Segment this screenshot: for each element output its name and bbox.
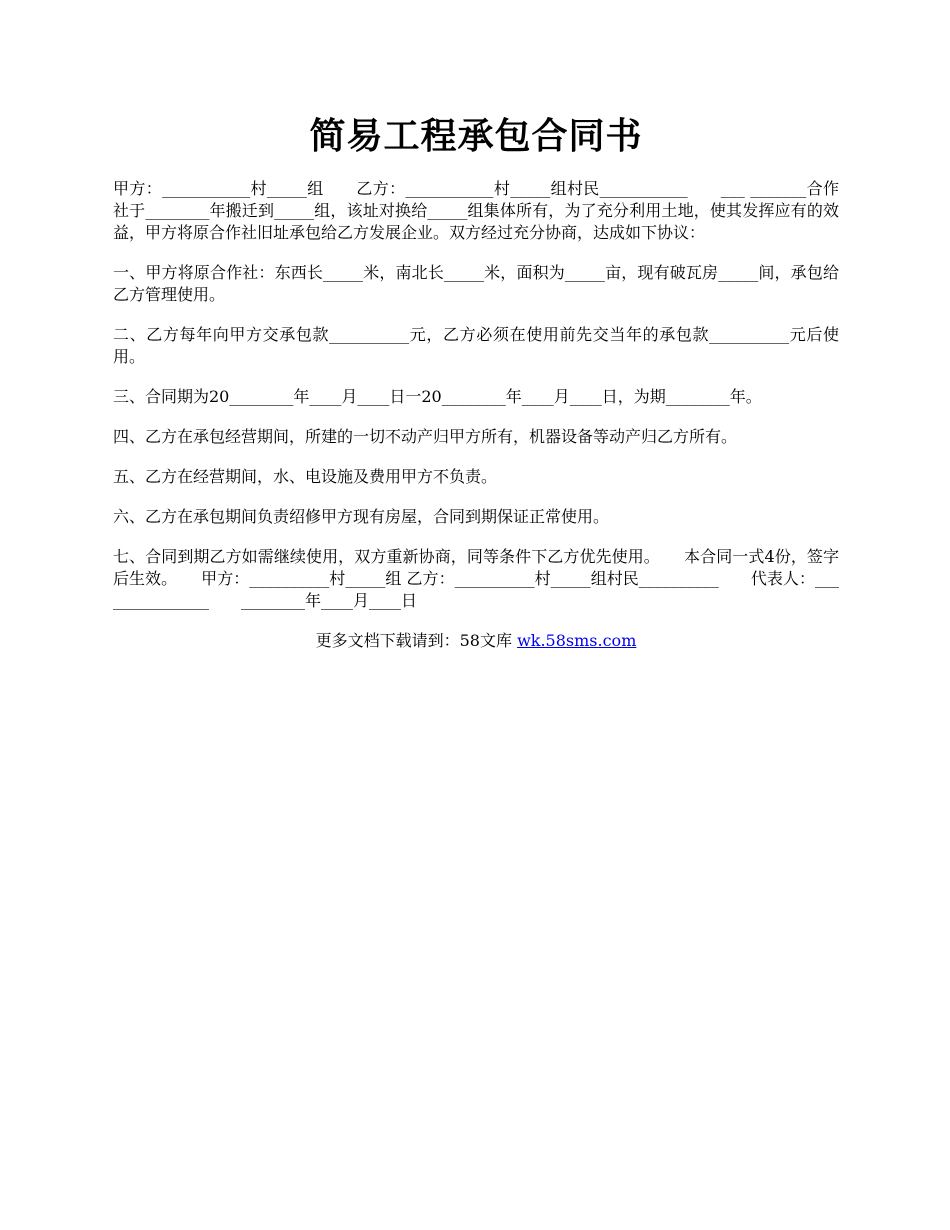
document-page bbox=[113, 108, 839, 652]
clause-5: 五、乙方在经营期间，水、电设施及费用甲方不负责。 bbox=[113, 467, 498, 486]
clause-1: 一、甲方将原合作社：东西长_____米，南北长_____米，面积为_____亩，现有破瓦房_____间，承包给乙方管理使用。 bbox=[113, 263, 839, 304]
download-footer bbox=[113, 630, 839, 652]
clause-7: 七、合同到期乙方如需继续使用，双方重新协商，同等条件下乙方优先使用。 本合同一式4份，签字后生效。 甲方：__________村_____组 乙方：__________村_____组村民__________ 代表人：_______________ ________年____月____日 bbox=[113, 547, 839, 610]
footer-text: 更多文档下载请到：58文库 bbox=[315, 631, 518, 650]
clause-2: 二、乙方每年向甲方交承包款__________元，乙方必须在使用前先交当年的承包款__________元后使用。 bbox=[113, 325, 839, 366]
clause-6: 六、乙方在承包期间负责绍修甲方现有房屋，合同到期保证正常使用。 bbox=[113, 507, 610, 526]
clause-4: 四、乙方在承包经营期间，所建的一切不动产归甲方所有，机器设备等动产归乙方所有。 bbox=[113, 427, 738, 446]
footer-link[interactable]: wk.58sms.com bbox=[517, 631, 637, 650]
clause-3: 三、合同期为20________年____月____日一20________年____月____日，为期________年。 bbox=[113, 387, 762, 406]
intro-paragraph: 甲方：___________村_____组 乙方：___________村_____组村民___________ ___ _______合作社于________年搬迁到_____组，该址对换给_____组集体所有，为了充分利用土地，使其发挥应有的效益，甲方将原合作社旧址承包给乙方发展企业。双方经过充分协商，达成如下协议： bbox=[113, 179, 839, 242]
document-title: 简易工程承包合同书 bbox=[309, 115, 643, 157]
